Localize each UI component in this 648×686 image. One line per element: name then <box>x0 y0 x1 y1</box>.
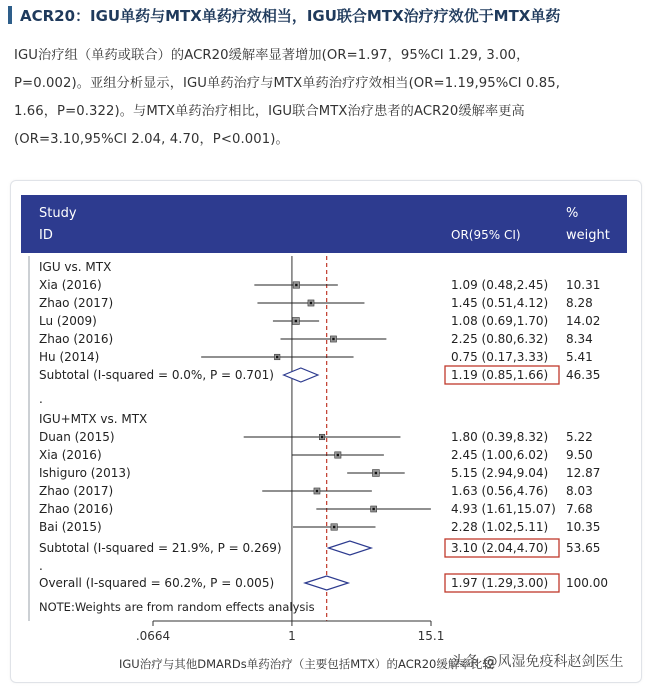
group-label: IGU+MTX vs. MTX <box>39 412 148 426</box>
x-tick-label: 1 <box>288 629 296 643</box>
header-pct: % <box>566 206 579 221</box>
overall-diamond <box>305 576 348 590</box>
weight-value: 8.03 <box>566 484 593 498</box>
subtotal-label: Subtotal (I-squared = 0.0%, P = 0.701) <box>39 368 274 382</box>
paragraph-line: IGU治疗组（单药或联合）的ACR20缓解率显著增加(OR=1.97，95%CI 1.29, 3.00， <box>14 48 530 63</box>
point-estimate <box>332 338 334 340</box>
section-heading <box>0 0 648 32</box>
point-estimate <box>372 508 374 510</box>
or-ci-value: 3.10 (2.04,4.70) <box>451 541 549 555</box>
point-estimate <box>295 320 297 322</box>
forest-plot-figure <box>10 180 642 683</box>
weight-value: 8.28 <box>566 296 593 310</box>
point-estimate <box>276 356 278 358</box>
or-ci-value: 2.45 (1.00,6.02) <box>451 448 549 462</box>
weight-value: 10.31 <box>566 278 601 292</box>
x-tick-label: .0664 <box>135 629 171 643</box>
dot-label: . <box>39 559 43 573</box>
header-id: ID <box>39 228 53 243</box>
point-estimate <box>321 436 323 438</box>
or-ci-value: 1.80 (0.39,8.32) <box>451 430 549 444</box>
x-tick-label: 15.1 <box>417 629 445 643</box>
dot-label: . <box>39 392 43 406</box>
forest-plot <box>11 181 641 682</box>
point-estimate <box>316 490 318 492</box>
weight-value: 9.50 <box>566 448 593 462</box>
footer-caption: IGU治疗与其他DMARDs单药治疗（主要包括MTX）的ACR20缓解率比较 <box>119 657 494 671</box>
or-ci-value: 0.75 (0.17,3.33) <box>451 350 549 364</box>
paragraph-line: (OR=3.10,95%CI 2.04, 4.70，P<0.001)。 <box>14 132 289 147</box>
heading-accent-bar <box>8 6 12 24</box>
header-band <box>21 195 627 253</box>
study-label: Xia (2016) <box>39 448 102 462</box>
study-label: Zhao (2017) <box>39 484 114 498</box>
study-label: Duan (2015) <box>39 430 115 444</box>
paragraph-line: P=0.002)。亚组分析显示，IGU单药治疗与MTX单药治疗疗效相当(OR=1.19,95%CI 0.85, <box>14 76 561 91</box>
study-label: Hu (2014) <box>39 350 100 364</box>
study-label: Xia (2016) <box>39 278 102 292</box>
weight-value: 53.65 <box>566 541 601 555</box>
weight-value: 14.02 <box>566 314 601 328</box>
or-ci-value: 5.15 (2.94,9.04) <box>451 466 549 480</box>
header-weight: weight <box>566 228 610 243</box>
note-label: NOTE:Weights are from random effects analysis <box>39 600 315 614</box>
study-label: Zhao (2016) <box>39 502 114 516</box>
or-ci-value: 1.97 (1.29,3.00) <box>451 576 549 590</box>
point-estimate <box>310 302 312 304</box>
study-label: Ishiguro (2013) <box>39 466 131 480</box>
study-label: Lu (2009) <box>39 314 97 328</box>
study-label: Zhao (2017) <box>39 296 114 310</box>
header-study: Study <box>39 206 77 221</box>
study-label: Bai (2015) <box>39 520 102 534</box>
or-ci-value: 1.09 (0.48,2.45) <box>451 278 549 292</box>
or-ci-value: 2.25 (0.80,6.32) <box>451 332 549 346</box>
point-estimate <box>333 526 335 528</box>
subtotal-diamond <box>284 368 318 382</box>
weight-value: 5.41 <box>566 350 593 364</box>
weight-value: 5.22 <box>566 430 593 444</box>
heading-text: ACR20：IGU单药与MTX单药疗效相当，IGU联合MTX治疗疗效优于MTX单药 <box>20 7 561 25</box>
or-ci-value: 1.45 (0.51,4.12) <box>451 296 549 310</box>
or-ci-value: 1.08 (0.69,1.70) <box>451 314 549 328</box>
point-estimate <box>337 454 339 456</box>
weight-value: 10.35 <box>566 520 601 534</box>
group-label: IGU vs. MTX <box>39 260 112 274</box>
weight-value: 7.68 <box>566 502 593 516</box>
or-ci-value: 1.19 (0.85,1.66) <box>451 368 549 382</box>
summary-paragraph <box>14 42 640 154</box>
point-estimate <box>295 284 297 286</box>
overall-label: Overall (I-squared = 60.2%, P = 0.005) <box>39 576 275 590</box>
watermark: 头条 @风湿免疫科赵剑医生 <box>451 654 624 670</box>
weight-value: 12.87 <box>566 466 601 480</box>
point-estimate <box>375 472 377 474</box>
header-or: OR(95% CI) <box>451 228 521 242</box>
subtotal-diamond <box>328 541 371 555</box>
study-label: Zhao (2016) <box>39 332 114 346</box>
subtotal-label: Subtotal (I-squared = 21.9%, P = 0.269) <box>39 541 282 555</box>
weight-value: 8.34 <box>566 332 593 346</box>
weight-value: 100.00 <box>566 576 608 590</box>
weight-value: 46.35 <box>566 368 601 382</box>
or-ci-value: 1.63 (0.56,4.76) <box>451 484 549 498</box>
or-ci-value: 4.93 (1.61,15.07) <box>451 502 556 516</box>
paragraph-line: 1.66，P=0.322)。与MTX单药治疗相比，IGU联合MTX治疗患者的ACR20缓解率更高 <box>14 104 525 119</box>
or-ci-value: 2.28 (1.02,5.11) <box>451 520 549 534</box>
